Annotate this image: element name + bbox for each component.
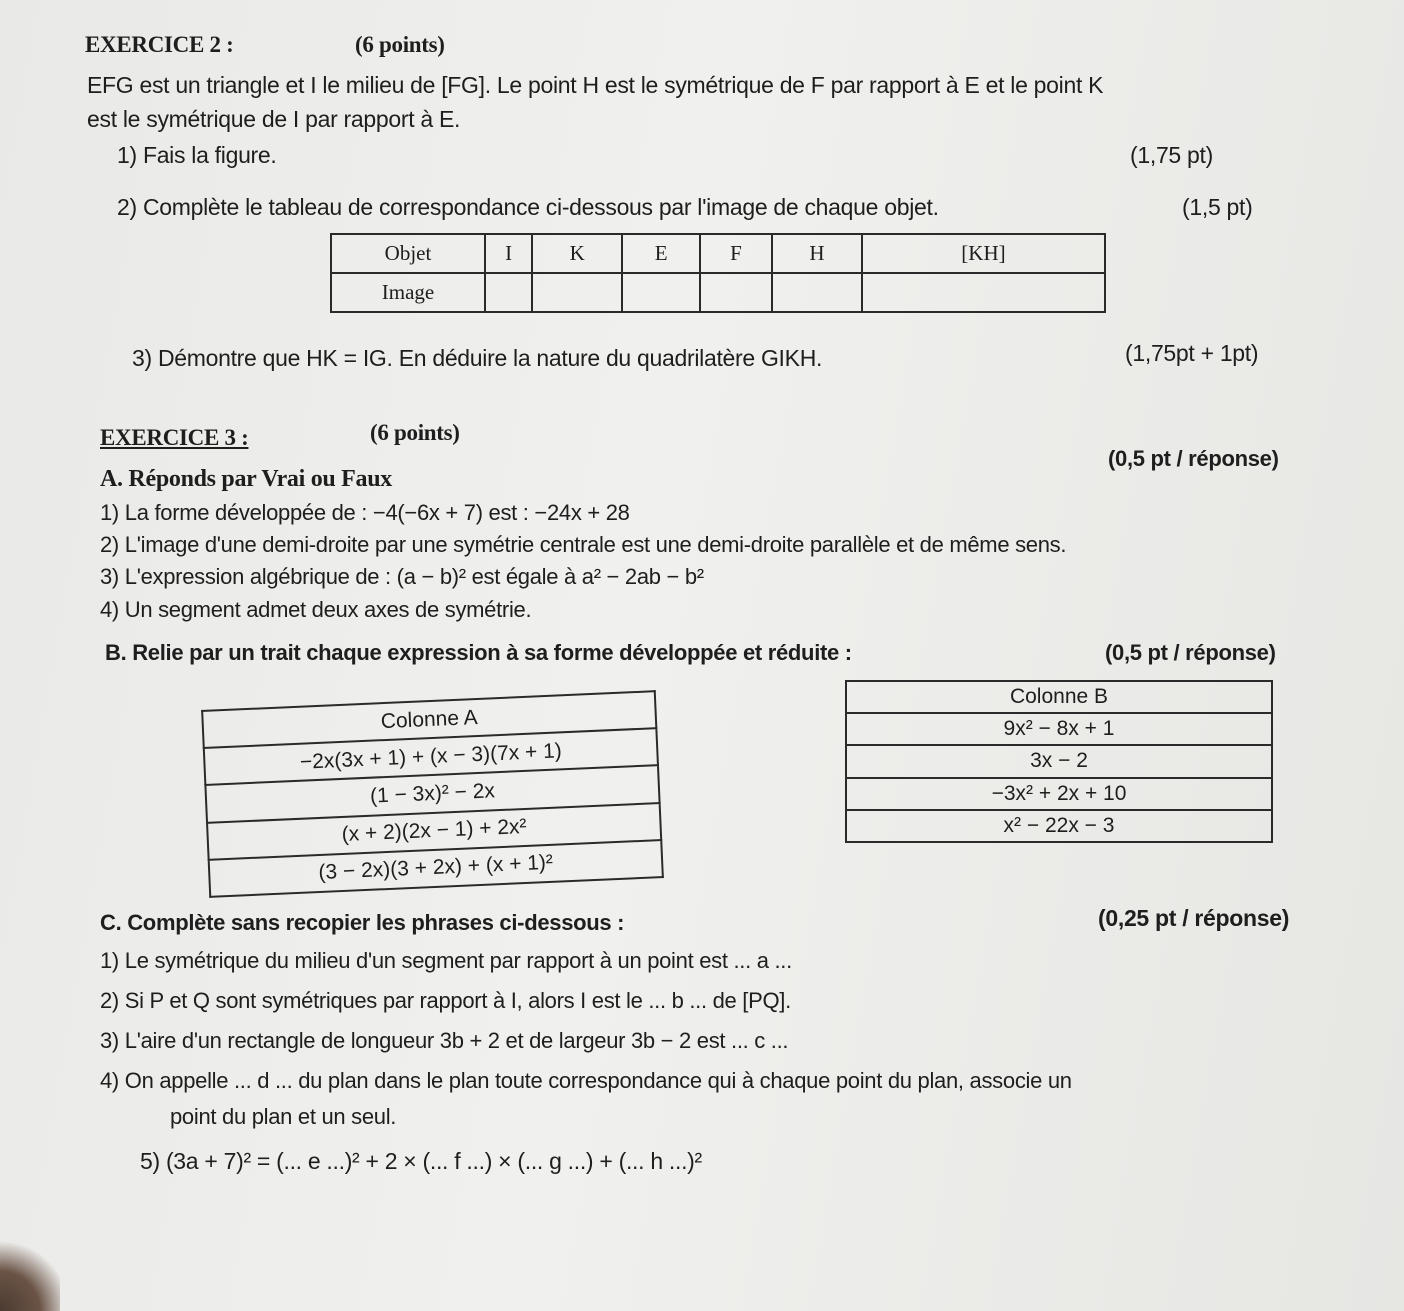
ex2-q3: 3) Démontre que HK = IG. En déduire la nature du quadrilatère GIKH. — [132, 345, 823, 371]
part-c-item-3: 3) L'aire d'un rectangle de longueur 3b + 2 et de largeur 3b − 2 est ... c ... — [100, 1028, 789, 1053]
table-cell — [862, 273, 1105, 312]
column-b-expression: x² − 22x − 3 — [846, 810, 1272, 842]
part-a-item-4: 4) Un segment admet deux axes de symétrie. — [100, 597, 532, 622]
table-cell — [622, 273, 700, 312]
part-a-item-1: 1) La forme développée de : −4(−6x + 7) est : −24x + 28 — [100, 500, 630, 525]
part-b-points: (0,5 pt / réponse) — [1105, 640, 1276, 665]
table-cell: H — [772, 234, 862, 273]
table-cell — [700, 273, 772, 312]
table-cell — [772, 273, 862, 312]
table-cell: K — [532, 234, 622, 273]
part-c-item-1: 1) Le symétrique du milieu d'un segment par rapport à un point est ... a ... — [100, 948, 792, 973]
table-cell — [532, 273, 622, 312]
table-row-images — [331, 273, 1105, 312]
column-b-expression: 3x − 2 — [846, 745, 1272, 777]
part-c-points: (0,25 pt / réponse) — [1098, 905, 1290, 931]
ex3-title: EXERCICE 3 : — [100, 425, 249, 450]
column-b-expression: 9x² − 8x + 1 — [846, 713, 1272, 745]
ex2-q3-points: (1,75pt + 1pt) — [1125, 340, 1259, 366]
ex2-statement-1: EFG est un triangle et I le milieu de [FG]. Le point H est le symétrique de F par rapport à E et le point K — [87, 72, 1104, 98]
part-a-points: (0,5 pt / réponse) — [1108, 446, 1279, 471]
table-row-objects — [331, 234, 1105, 273]
table-cell — [485, 273, 532, 312]
correspondence-table — [330, 233, 1106, 313]
column-a-expression: (x + 2)(2x − 1) + 2x² — [207, 803, 661, 860]
part-c-item-4: 4) On appelle ... d ... du plan dans le plan toute correspondance qui à chaque point du plan, associe un — [100, 1068, 1072, 1093]
column-a-expression: −2x(3x + 1) + (x − 3)(7x + 1) — [204, 728, 658, 785]
column-a-table — [201, 690, 664, 898]
table-cell: Objet — [331, 234, 485, 273]
column-b-expression: −3x² + 2x + 10 — [846, 778, 1272, 810]
part-c-title: C. Complète sans recopier les phrases ci-dessous : — [100, 910, 625, 935]
ex2-points: (6 points) — [355, 32, 445, 57]
finger-shadow — [0, 1231, 60, 1311]
column-a-expression: (1 − 3x)² − 2x — [205, 766, 659, 823]
table-cell: E — [622, 234, 700, 273]
column-b-table — [845, 680, 1273, 843]
ex2-q2: 2) Complète le tableau de correspondance ci-dessous par l'image de chaque objet. — [117, 194, 939, 220]
part-c-item-2: 2) Si P et Q sont symétriques par rapport à I, alors I est le ... b ... de [PQ]. — [100, 988, 791, 1013]
table-cell: F — [700, 234, 772, 273]
table-cell: Image — [331, 273, 485, 312]
part-c-item-5: 5) (3a + 7)² = (... e ...)² + 2 × (... f ...) × (... g ...) + (... h ...)² — [140, 1148, 702, 1174]
table-cell: [KH] — [862, 234, 1105, 273]
column-a-expression: (3 − 2x)(3 + 2x) + (x + 1)² — [209, 840, 663, 897]
part-a-title: A. Réponds par Vrai ou Faux — [100, 466, 392, 492]
part-a-item-2: 2) L'image d'une demi-droite par une symétrie centrale est une demi-droite parallèle et de même sens. — [100, 532, 1067, 557]
column-a-header: Colonne A — [202, 691, 656, 748]
column-b-header: Colonne B — [846, 681, 1272, 713]
ex2-statement-2: est le symétrique de I par rapport à E. — [87, 106, 461, 132]
table-cell: I — [485, 234, 532, 273]
ex2-q1-points: (1,75 pt) — [1130, 142, 1213, 168]
ex2-q2-points: (1,5 pt) — [1182, 194, 1253, 220]
part-b-title: B. Relie par un trait chaque expression à sa forme développée et réduite : — [105, 640, 852, 665]
part-a-item-3: 3) L'expression algébrique de : (a − b)² est égale à a² − 2ab − b² — [100, 564, 704, 589]
ex2-title: EXERCICE 2 : — [85, 32, 234, 57]
ex3-points: (6 points) — [370, 420, 460, 445]
ex2-q1: 1) Fais la figure. — [117, 142, 277, 168]
part-c-item-4-continued: point du plan et un seul. — [170, 1104, 397, 1129]
